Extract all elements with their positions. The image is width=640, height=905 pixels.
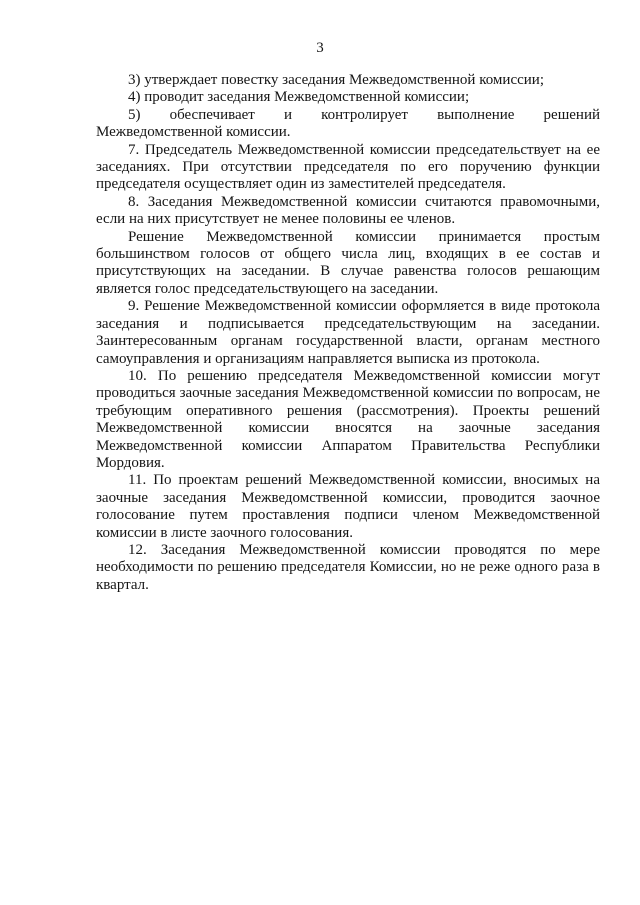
paragraph-clause-7: 7. Председатель Межведомственной комиссии председательствует на ее заседаниях. При отсутствии председателя по его поручению функции председателя осуществляет один из заместителей председателя. xyxy=(96,141,600,193)
paragraph-clause-8: 8. Заседания Межведомственной комиссии считаются правомочными, если на них присутствует не менее половины ее членов. xyxy=(96,193,600,228)
paragraph-clause-10: 10. По решению председателя Межведомственной комиссии могут проводиться заочные заседания Межведомственной комиссии по вопросам, не требующим оперативного решения (рассмотрения). Проекты решений Межведомственной комиссии вносятся на заочные заседания Межведомственной комиссии Аппаратом Правительства Республики Мордовия. xyxy=(96,367,600,471)
document-body xyxy=(96,72,600,594)
paragraph-item-5: 5) обеспечивает и контролирует выполнение решений Межведомственной комиссии. xyxy=(96,106,600,141)
paragraph-clause-11: 11. По проектам решений Межведомственной комиссии, вносимых на заочные заседания Межведомственной комиссии, проводится заочное голосование путем проставления подписи членом Межведомственной комиссии в листе заочного голосования. xyxy=(96,472,600,541)
paragraph-item-3: 3) утверждает повестку заседания Межведомственной комиссии; xyxy=(128,72,544,88)
paragraph-clause-12: 12. Заседания Межведомственной комиссии проводятся по мере необходимости по решению председателя Комиссии, но не реже одного раза в квартал. xyxy=(96,541,600,593)
paragraph-item-4: 4) проводит заседания Межведомственной комиссии; xyxy=(128,89,470,106)
paragraph-clause-9: 9. Решение Межведомственной комиссии оформляется в виде протокола заседания и подписывается председательствующим на заседании. Заинтересованным органам государственной власти, органам местного самоуправления и организациям направляется выписка из протокола. xyxy=(96,298,600,367)
page-number: 3 xyxy=(316,40,324,56)
paragraph-clause-8-decision: Решение Межведомственной комиссии принимается простым большинством голосов от общего числа лиц, входящих в ее состав и присутствующих на заседании. В случае равенства голосов решающим является голос председательствующего на заседании. xyxy=(96,228,600,297)
